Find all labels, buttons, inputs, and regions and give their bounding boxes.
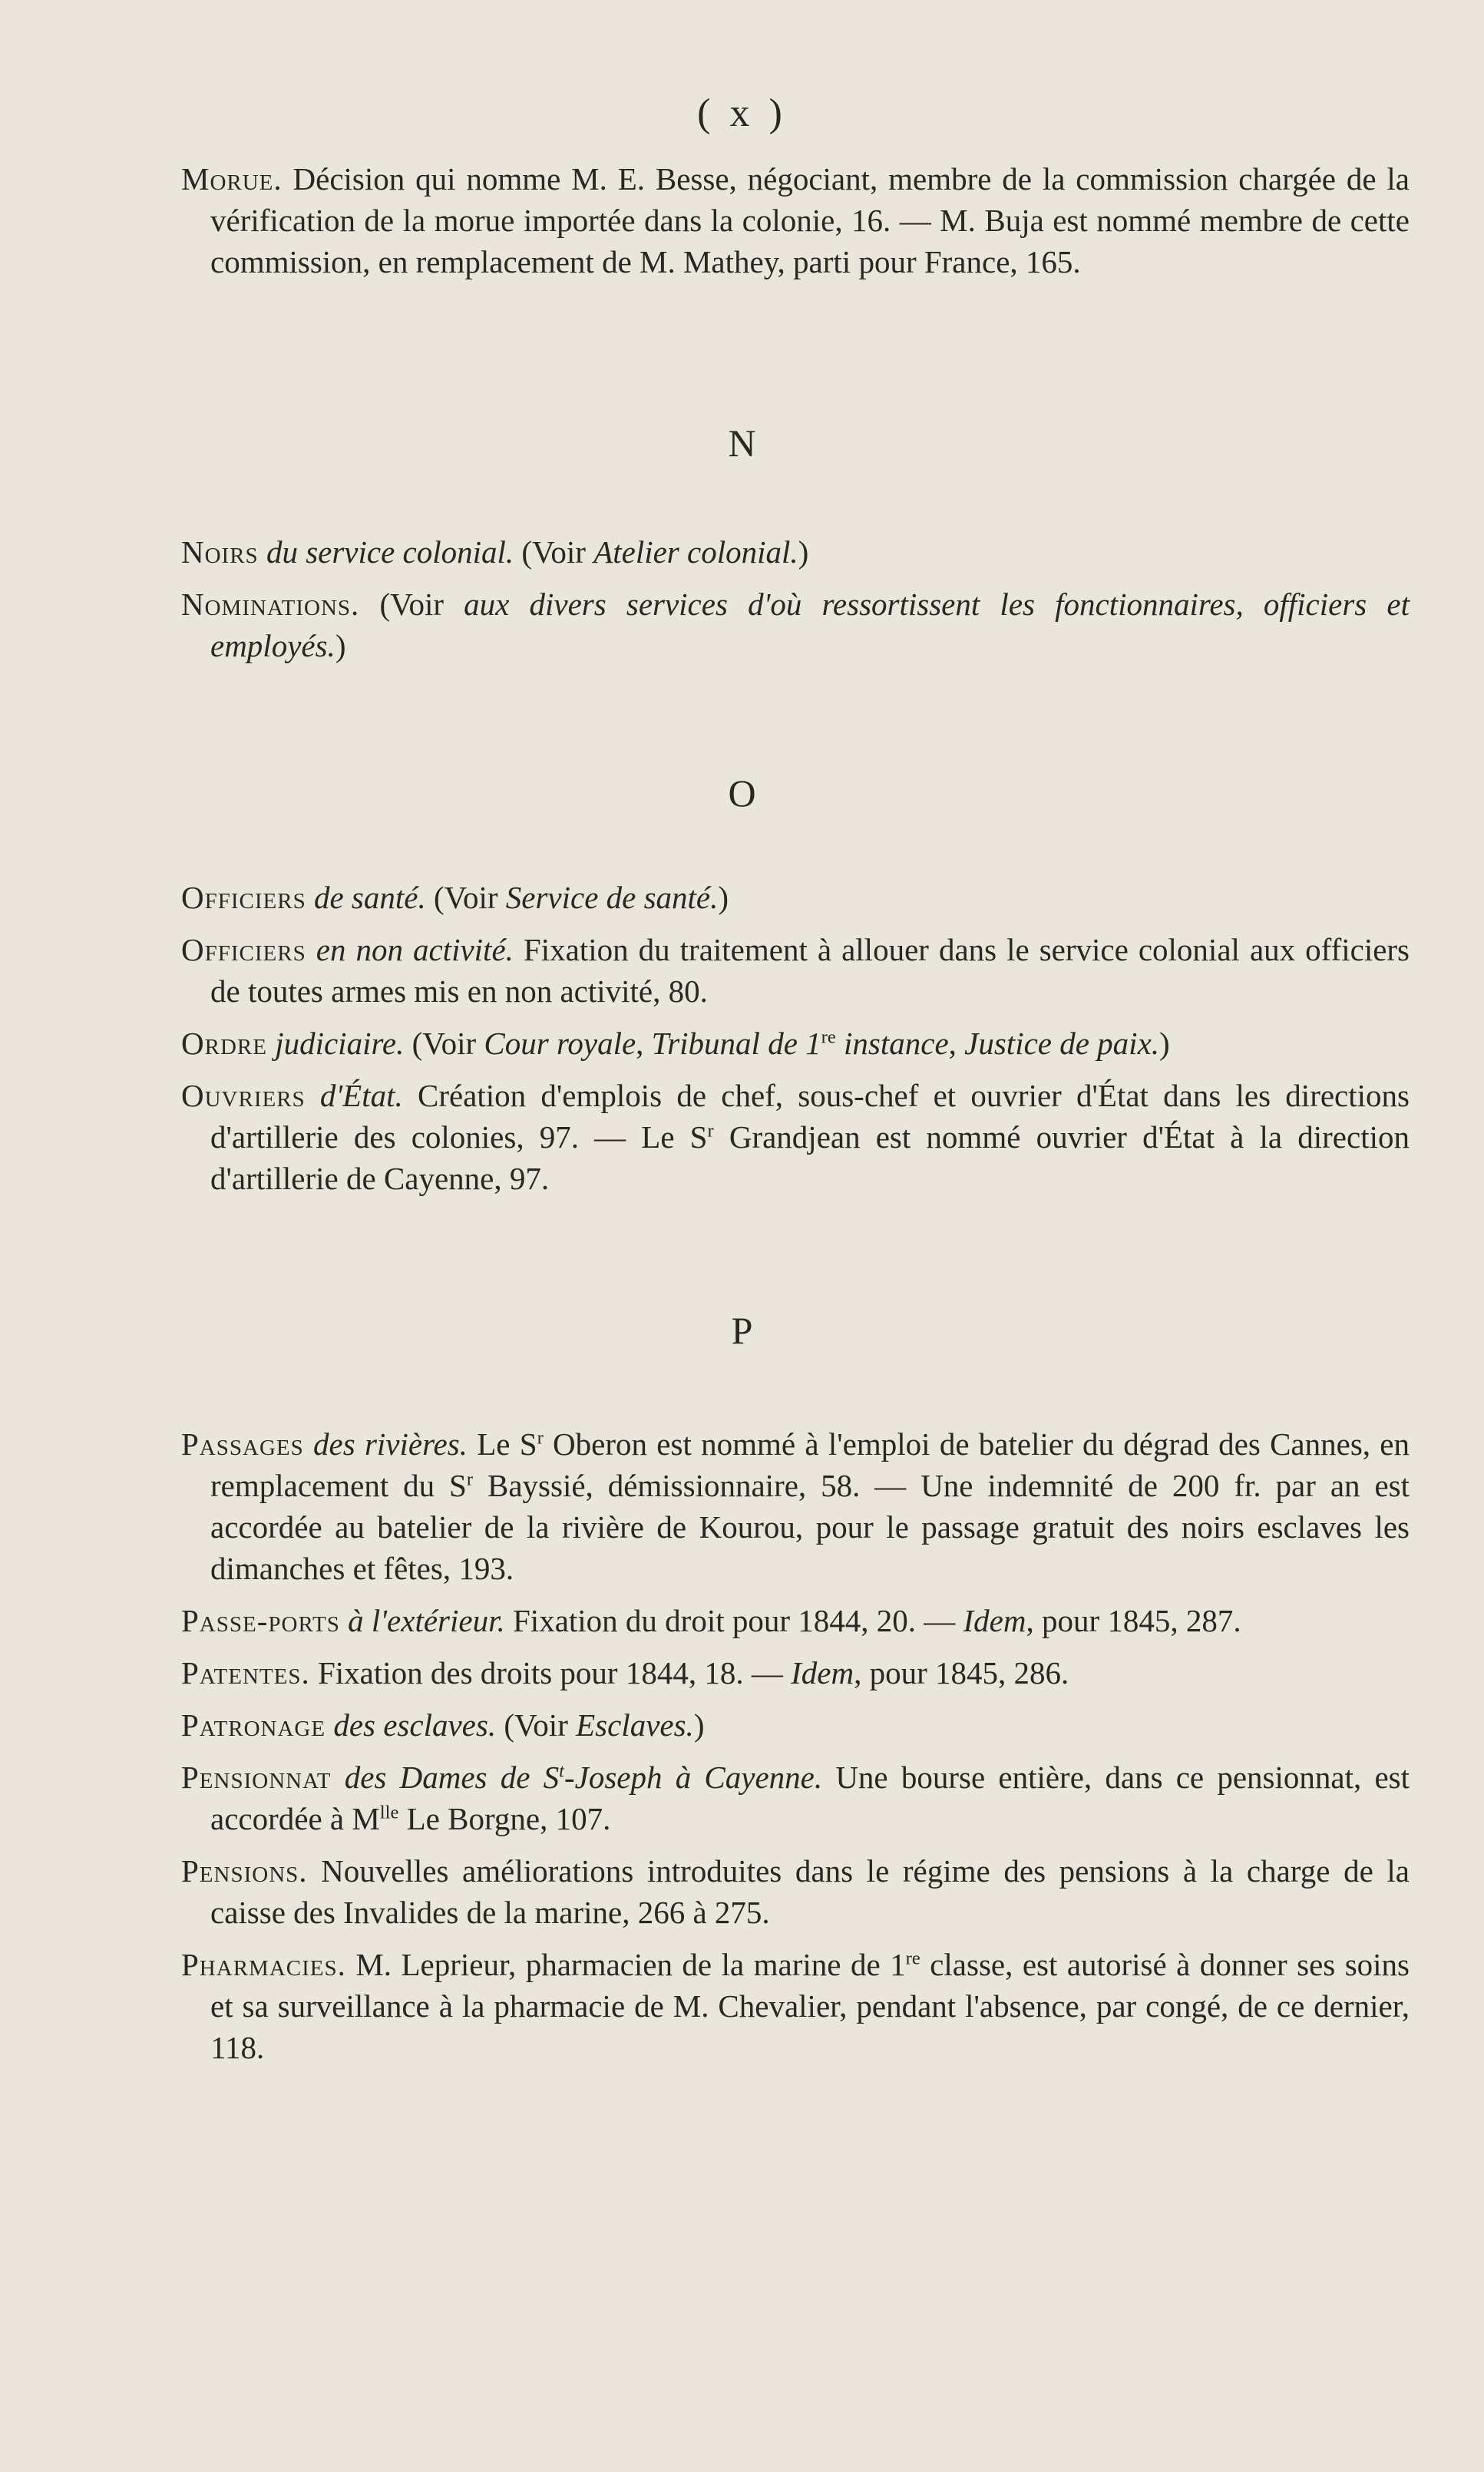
entry-pharmacies: Pharmacies. M. Leprieur, pharmacien de la marine de 1re classe, est autorisé à donner ses soins et sa surveillance à la pharmacie de M. Chevalier, pendant l'absence, par congé, de ce dernier, 118. bbox=[181, 1947, 1410, 2065]
entry-text: Fixation du traitement à allouer dans le service colonial aux officiers de toutes armes mis en non activité, 80. bbox=[210, 932, 1410, 1009]
section-letter-o: O bbox=[728, 772, 756, 815]
entry-passages: Passages des rivières. Le $S^r$ Oberon est nommé à l'emploi de batelier du dégrad des Cannes, en remplacement du $S^r$ Bayssié, démissionnaire, 58. — Une indemnité de 200 fr. par an est accordée au batelier de la rivière de Kourou, pour le passage gratuit des noirs esclaves les dimanches et fêtes, 193. bbox=[181, 1426, 1410, 1586]
entry-subject: en non activité. bbox=[306, 932, 514, 967]
entry-headword: Morue. bbox=[181, 161, 283, 197]
entry-text: Décision qui nomme M. E. Besse, négociant, membre de la commission chargée de la vérification de la morue importée dans la colonie, 16. — M. Buja est nommé membre de cette commission, en remplacement de M. Mathey, parti pour France, 165. bbox=[210, 161, 1410, 279]
entry-reference: Cour royale bbox=[484, 1026, 636, 1061]
section-letter-p: P bbox=[731, 1309, 753, 1352]
entry-ouvriers: Ouvriers d'État. Création d'emplois de chef, sous-chef et ouvrier d'État dans les directions d'artillerie des colonies, 97. — Le $S^r$ Grandjean est nommé ouvrier d'État à la direction d'artillerie de Cayenne, 97. bbox=[181, 1078, 1410, 1196]
entry-reference: Tribunal de 1 bbox=[651, 1026, 821, 1061]
entry-headword: Ouvriers bbox=[181, 1078, 306, 1113]
entry-subject: des Dames de S bbox=[331, 1760, 560, 1795]
entry-nominations: Nominations. (Voir aux divers services d'où ressortissent les fonctionnaires, officiers et employés.) bbox=[181, 587, 1410, 663]
entry-subject: du service colonial. bbox=[258, 534, 514, 570]
entry-subject: des esclaves. bbox=[326, 1707, 497, 1743]
entry-subject: des rivières. bbox=[303, 1426, 468, 1462]
entry-patronage: Patronage des esclaves. (Voir Esclaves.) bbox=[181, 1707, 705, 1743]
entry-reference: aux divers services d'où ressortissent les fonctionnaires, officiers et employés. bbox=[210, 587, 1410, 663]
section-p-entries bbox=[181, 1423, 1410, 2068]
entry-pensions bbox=[181, 1850, 1410, 1933]
entry-headword: Noirs bbox=[181, 534, 259, 570]
entry-headword: Officiers bbox=[181, 932, 306, 967]
entry-morue bbox=[181, 158, 1410, 283]
section-n-entries bbox=[181, 531, 1410, 666]
entry-text: Nouvelles améliorations introduites dans le régime des pensions à la charge de la caisse des Invalides de la marine, 266 à 275. bbox=[210, 1853, 1410, 1930]
entry-headword: Officiers bbox=[181, 880, 306, 915]
entry-headword: Passe-ports bbox=[181, 1603, 340, 1638]
entry-ordre: Ordre judiciaire. (Voir Cour royale, Tribunal de 1re instance, Justice de paix.) bbox=[181, 1026, 1170, 1061]
entry-headword: Patentes. bbox=[181, 1655, 310, 1690]
entry-subject: d'État. bbox=[305, 1078, 403, 1113]
section-m-entries bbox=[181, 158, 1410, 283]
entry-officiers-activite bbox=[181, 929, 1410, 1012]
page-number: ( x ) bbox=[697, 91, 787, 135]
entry-reference: Service de santé. bbox=[505, 880, 719, 915]
entry-subject: à l'extérieur. bbox=[339, 1603, 505, 1638]
entry-passe-ports: Passe-ports à l'extérieur. Fixation du droit pour 1844, 20. — Idem, pour 1845, 287. bbox=[181, 1603, 1241, 1638]
entry-pensionnat: Pensionnat des Dames de $S^t$-Joseph à Cayenne. Une bourse entière, dans ce pensionnat, est accordée à $M^{lle}$ Le Borgne, 107. bbox=[181, 1760, 1410, 1836]
entry-headword: Ordre bbox=[181, 1026, 267, 1061]
section-o-entries bbox=[181, 877, 1410, 1199]
entry-headword: Pharmacies. bbox=[181, 1947, 346, 1982]
entry-subject: de santé. bbox=[306, 880, 426, 915]
section-letter-n: N bbox=[728, 421, 756, 464]
entry-subject: judiciaire. bbox=[266, 1026, 405, 1061]
entry-headword: Nominations. bbox=[181, 587, 360, 622]
entry-headword: Passages bbox=[181, 1426, 304, 1462]
entry-reference: Atelier colonial. bbox=[593, 534, 798, 570]
entry-reference: Justice de paix. bbox=[964, 1026, 1160, 1061]
entry-noirs: Noirs du service colonial. (Voir Atelier colonial.) bbox=[181, 534, 809, 570]
entry-headword: Patronage bbox=[181, 1707, 326, 1743]
entry-reference: Esclaves. bbox=[576, 1707, 694, 1743]
entry-headword: Pensions. bbox=[181, 1853, 308, 1889]
entry-headword: Pensionnat bbox=[181, 1760, 332, 1795]
entry-officiers-sante: Officiers de santé. (Voir Service de santé.) bbox=[181, 880, 729, 915]
entry-patentes: Patentes. Fixation des droits pour 1844, 18. — Idem, pour 1845, 286. bbox=[181, 1655, 1069, 1690]
